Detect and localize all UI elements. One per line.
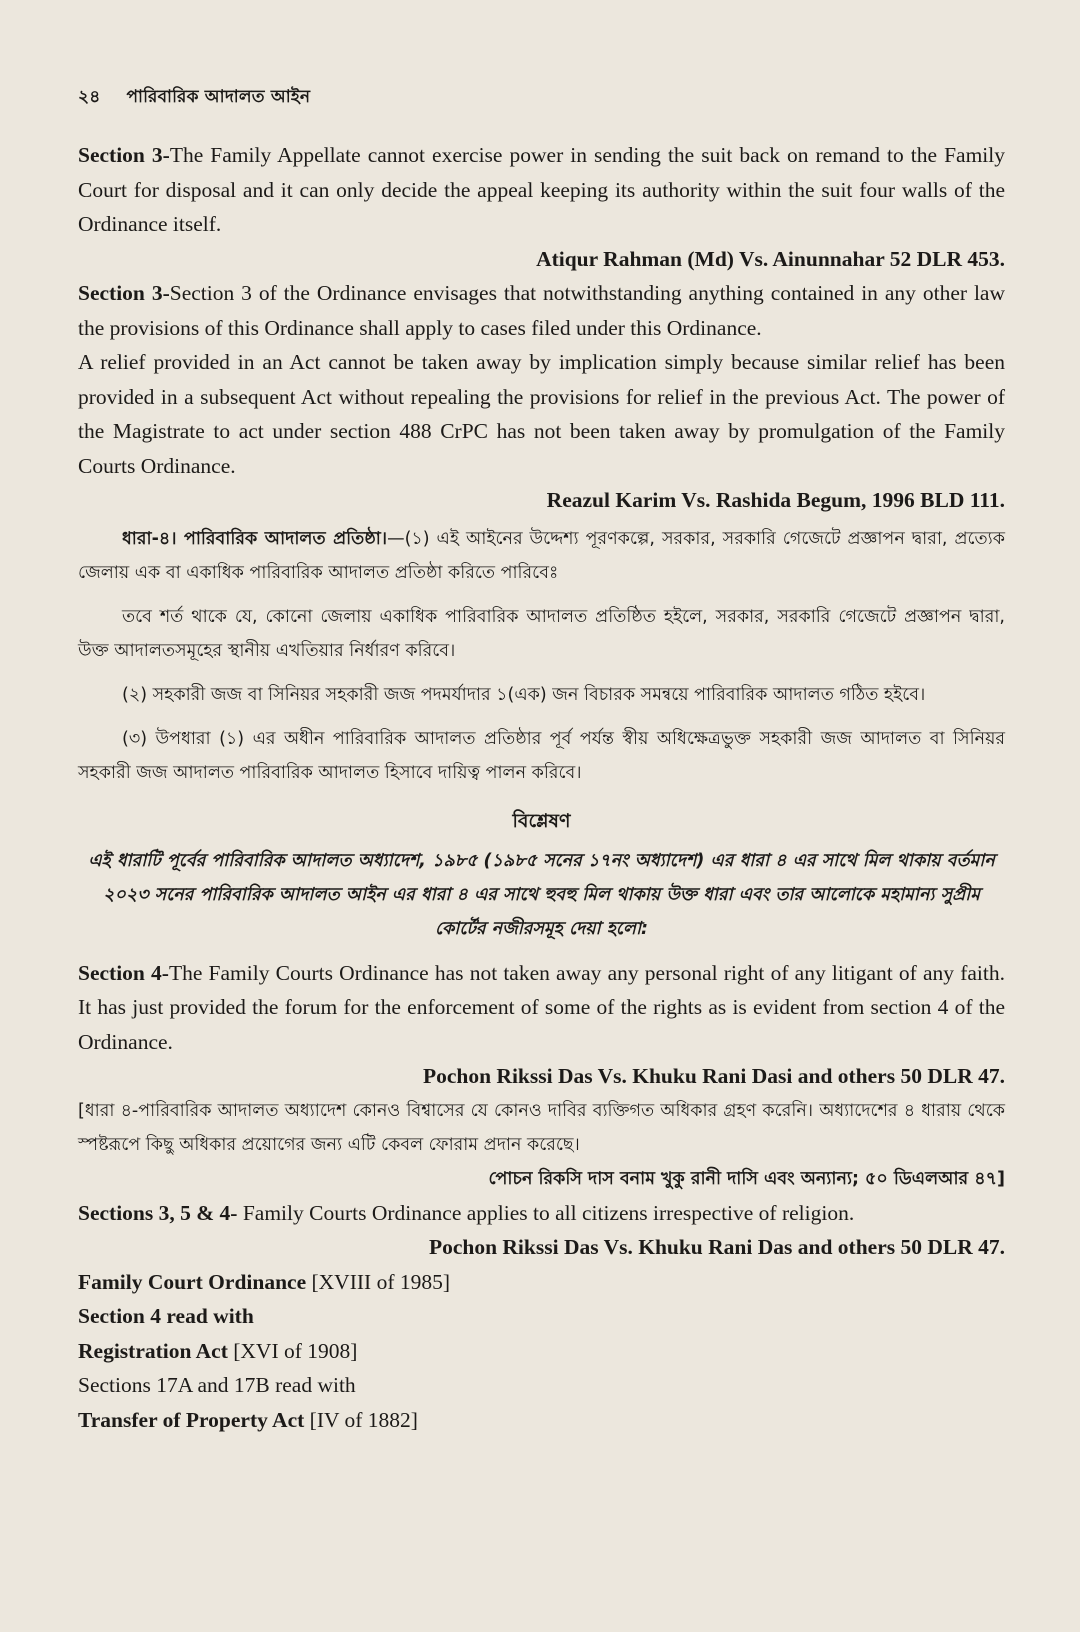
section-text: The Family Appellate cannot exercise power in sending the suit back on remand to the Family Court for disposal and it can only decide the appeal keeping its authority within the suit four walls of the Ordinance itself. bbox=[78, 143, 1006, 236]
heading-registration-act: Registration Act [XVI of 1908] bbox=[78, 1338, 358, 1363]
page-header bbox=[78, 84, 310, 112]
case-citation: Pochon Rikssi Das Vs. Khuku Rani Das and others 50 DLR 47. bbox=[428, 1235, 1005, 1259]
section-label: Section 4- bbox=[78, 960, 169, 985]
dhara-4-clause-3: (৩) উপধারা (১) এর অধীন পারিবারিক আদালত প্রতিষ্ঠার পূর্ব পর্যন্ত স্বীয় অধিক্ষেত্রভুক্ত সহকারী জজ আদালত বা সিনিয়র সহকারী জজ আদালত পারিবারিক আদালত হিসাবে দায়িত্ব পালন করিবে। bbox=[78, 728, 1005, 783]
statute-headings bbox=[78, 1265, 1005, 1438]
case-citation: Pochon Rikssi Das Vs. Khuku Rani Dasi and others 50 DLR 47. bbox=[422, 1064, 1005, 1088]
section-text: The Family Courts Ordinance has not taken away any personal right of any litigant of any faith. It has just provided the forum for the enforcement of some of the rights as is evident from section 4 of the Ordinance. bbox=[78, 960, 1005, 1054]
page-number: ২৪ bbox=[78, 87, 101, 107]
section-label: Section 3- bbox=[78, 143, 170, 167]
case-citation: Reazul Karim Vs. Rashida Begum, 1996 BLD 111. bbox=[546, 488, 1005, 512]
dhara-4-clause-1 bbox=[78, 522, 1005, 590]
section-4-bangla-note: [ধারা ৪-পারিবারিক আদালত অধ্যাদেশ কোনও বিশ্বাসের যে কোনও দাবির ব্যক্তিগত অধিকার গ্রহণ করেনি। অধ্যাদেশের ৪ ধারায় থেকে স্পষ্টরূপে কিছু অধিকার প্রয়োগের জন্য এটি কেবল ফোরাম প্রদান করেছে। bbox=[78, 1100, 1005, 1155]
section-4-note bbox=[78, 956, 1005, 1060]
section-3-note-2 bbox=[78, 276, 1005, 345]
heading-transfer-of-property-act: Transfer of Property Act [IV of 1882] bbox=[78, 1407, 418, 1432]
dhara-heading: ধারা-৪। পারিবারিক আদালত প্রতিষ্ঠা। bbox=[122, 528, 388, 549]
running-title: পারিবারিক আদালত আইন bbox=[126, 87, 311, 107]
dhara-4-proviso: তবে শর্ত থাকে যে, কোনো জেলায় একাধিক পারিবারিক আদালত প্রতিষ্ঠিত হইলে, সরকার, সরকারি গেজেটে প্রজ্ঞাপন দ্বারা, উক্ত আদালতসমূহের স্থানীয় এখতিয়ার নির্ধারণ করিবে। bbox=[78, 606, 1005, 661]
section-3-note-2-continued: A relief provided in an Act cannot be taken away by implication simply because similar relief has been provided in a subsequent Act without repealing the provisions for relief in the previous Act. The power of the Magistrate to act under section 488 CrPC has not been taken away by promulgation of the Family Courts Ordinance. bbox=[78, 350, 1005, 478]
sections-3-5-4-note bbox=[78, 1196, 1005, 1231]
section-text: Section 3 of the Ordinance envisages that notwithstanding anything contained in any other law the provisions of this Ordinance shall apply to cases filed under this Ordinance. bbox=[78, 281, 1005, 340]
section-3-note-1 bbox=[78, 138, 1005, 242]
analysis-title: বিশ্লেষণ bbox=[512, 809, 571, 832]
heading-sections-17a-17b: Sections 17A and 17B read with bbox=[78, 1373, 356, 1397]
analysis-text: এই ধারাটি পূর্বের পারিবারিক আদালত অধ্যাদেশ, ১৯৮৫ (১৯৮৫ সনের ১৭নং অধ্যাদেশ) এর ধারা ৪ এর সাথে মিল থাকায় বর্তমান ২০২৩ সনের পারিবারিক আদালত আইন এর ধারা ৪ এর সাথে হুবহু মিল থাকায় উক্ত ধারা এবং তার আলোকে মহামান্য সুপ্রীম কোর্টের নজীরসমূহ দেয়া হলো: bbox=[88, 850, 995, 939]
dhara-4-clause-2: (২) সহকারী জজ বা সিনিয়র সহকারী জজ পদমর্যাদার ১(এক) জন বিচারক সমন্বয়ে পারিবারিক আদালত গঠিত হইবে। bbox=[122, 684, 926, 705]
section-label: Section 3- bbox=[78, 281, 170, 305]
bangla-citation: পোচন রিকসি দাস বনাম খুকু রানী দাসি এবং অন্যান্য; ৫০ ডিএলআর ৪৭] bbox=[488, 1168, 1005, 1189]
case-citation: Atiqur Rahman (Md) Vs. Ainunnahar 52 DLR 453. bbox=[536, 246, 1005, 271]
section-label: Sections 3, 5 & 4- bbox=[78, 1200, 238, 1225]
heading-section-4: Section 4 read with bbox=[78, 1304, 254, 1328]
heading-family-court-ordinance: Family Court Ordinance [XVIII of 1985] bbox=[78, 1269, 451, 1294]
section-text: Family Courts Ordinance applies to all citizens irrespective of religion. bbox=[237, 1200, 855, 1225]
clause-text: —(১) এই আইনের উদ্দেশ্য পূরণকল্পে, সরকার, সরকারি গেজেটে প্রজ্ঞাপন দ্বারা, প্রত্যেক জেলায় এক বা একাধিক পারিবারিক আদালত প্রতিষ্ঠা করিতে পারিবেঃ bbox=[78, 528, 1006, 583]
page-content bbox=[78, 138, 1005, 1437]
